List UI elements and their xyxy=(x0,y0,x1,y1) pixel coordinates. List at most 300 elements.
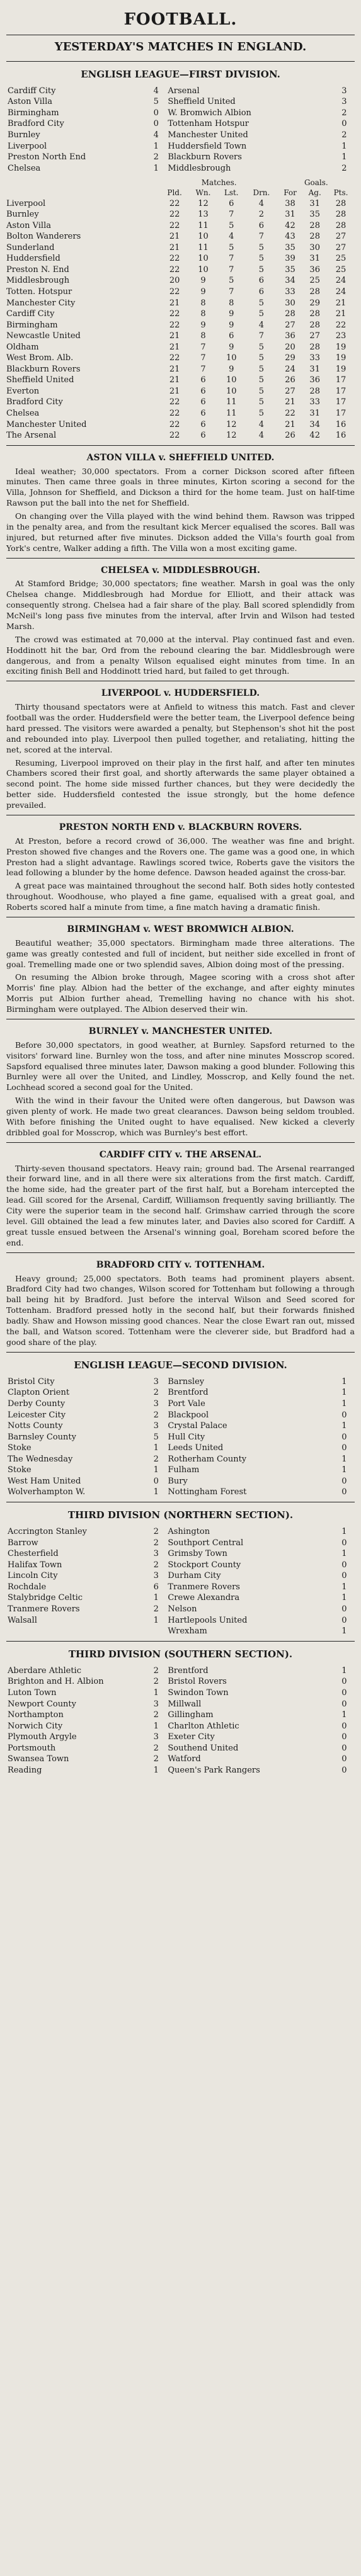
home-score: 3 xyxy=(153,1376,159,1387)
table-cell: 9 xyxy=(200,276,206,286)
table-cell: 6 xyxy=(200,397,206,407)
result-row xyxy=(6,163,355,174)
first-division-table xyxy=(6,178,355,441)
table-cell: 4 xyxy=(229,232,234,242)
table-cell: 21 xyxy=(285,419,295,429)
away-score: 0 xyxy=(341,119,347,129)
table-cell: 6 xyxy=(200,408,206,418)
away-score: 1 xyxy=(341,152,347,162)
away-team: Manchester United xyxy=(168,130,248,140)
table-cell: 27 xyxy=(285,386,295,396)
home-team: Liverpool xyxy=(8,141,47,151)
home-score: 2 xyxy=(153,1743,159,1753)
divider xyxy=(6,61,355,62)
table-cell: 34 xyxy=(309,419,320,429)
table-cell: 5 xyxy=(258,353,265,363)
home-team: Swansea Town xyxy=(8,1754,69,1764)
away-team: Crewe Alexandra xyxy=(168,1593,240,1603)
table-header-row xyxy=(6,188,355,198)
result-row xyxy=(6,1476,355,1487)
away-team: Exeter City xyxy=(168,1732,215,1742)
match-report-paragraph: The crowd was estimated at 70,000 at the interval. Play continued fast and even. Hoddinott hit the bar, Ord from the rebound clearing the bar. Middlesbrough were dangerous, and from a penalty Wilson equalised eight minutes from time. In an exciting finish Bell and Hoddinott tried hard, but failed to get through. xyxy=(6,634,355,676)
club-name: Everton xyxy=(6,386,40,396)
table-cell: 36 xyxy=(285,331,295,341)
match-report-paragraph: At Preston, before a record crowd of 36,000. The weather was fine and bright. Preston showed five changes and the Rovers one. The game was a good one, in which Preston had a slight advantage. Rawlings scored twice, Roberts gave the visitors the lead following a blunder by the home defence. Dawson headed against the cross-bar. xyxy=(6,836,355,878)
home-score: 4 xyxy=(153,86,159,96)
away-score: 1 xyxy=(341,1399,347,1409)
table-cell: 22 xyxy=(169,210,180,220)
table-cell: 22 xyxy=(285,408,295,418)
match-report-paragraph: At Stamford Bridge; 30,000 spectators; fine weather. Marsh in goal was the only Chelsea change. Middlesbrough had Mordue for Elliott, and their attack was consequently strong. Chelsea had a fair share of the play. Ball scored splendidly from McNeil's long pass five minutes from the interval, after Irvin and Wilson had tested Marsh. xyxy=(6,579,355,631)
home-team: Tranmere Rovers xyxy=(8,1604,80,1614)
result-row xyxy=(6,1454,355,1465)
table-column-header: Wn. xyxy=(195,188,211,198)
table-cell: 31 xyxy=(285,210,295,220)
home-score: 2 xyxy=(153,1665,159,1676)
match-report-paragraph: Before 30,000 spectators, in good weather, at Burnley. Sapsford returned to the visitors' forward line. Burnley won the toss, and after nine minutes Mosscrop scored. Sapsford equalised three minutes later, Dawson making a good blunder. Following this Burnley were all over the United, and Lindley, Mosscrop, and Kelly found the net. Lochhead scored a second goal for the United. xyxy=(6,1040,355,1092)
table-column-header xyxy=(6,188,161,198)
table-row xyxy=(6,309,355,320)
table-cell: 21 xyxy=(169,298,180,308)
table-cell: 7 xyxy=(200,364,206,374)
home-score: 0 xyxy=(153,119,159,129)
club-name: Blackburn Rovers xyxy=(6,364,81,374)
table-cell: 25 xyxy=(309,276,320,286)
table-cell: 28 xyxy=(335,198,347,208)
away-score: 0 xyxy=(341,1560,347,1570)
table-cell: 13 xyxy=(198,210,209,220)
table-cell: 17 xyxy=(335,386,347,396)
divider xyxy=(6,1142,355,1143)
club-name: Bradford City xyxy=(6,397,63,407)
home-score: 2 xyxy=(153,152,159,162)
table-cell: 35 xyxy=(309,210,320,220)
divider xyxy=(6,1252,355,1253)
away-score: 0 xyxy=(341,1487,347,1497)
table-row xyxy=(6,242,355,254)
table-row xyxy=(6,320,355,331)
table-cell: 22 xyxy=(169,309,180,319)
away-score: 1 xyxy=(341,141,347,151)
table-cell: 9 xyxy=(200,320,206,330)
result-row xyxy=(6,1754,355,1765)
club-name: West Brom. Alb. xyxy=(6,353,74,363)
club-name: Manchester United xyxy=(6,419,87,429)
home-score: 2 xyxy=(153,1388,159,1398)
table-cell: 22 xyxy=(169,353,180,363)
table-cell: 42 xyxy=(309,431,320,441)
table-row xyxy=(6,408,355,419)
table-row xyxy=(6,419,355,431)
table-cell: 6 xyxy=(200,419,206,429)
club-name: Sunderland xyxy=(6,242,55,252)
table-cell: 21 xyxy=(169,364,180,374)
match-report-paragraph: Thirty thousand spectators were at Anfield to witness this match. Fast and clever football was the order. Huddersfield were the better team, the Liverpool defence being hard pressed. The visitors were awarded a penalty, but Stephenson's shot hit the post and rebounded into play. Liverpool then pulled together, and retaliating, hitting the net, scored at the interval. xyxy=(6,702,355,754)
table-cell: 16 xyxy=(335,431,347,441)
divider xyxy=(6,445,355,446)
away-score: 0 xyxy=(341,1677,347,1687)
match-report-title: ASTON VILLA v. SHEFFIELD UNITED. xyxy=(86,452,275,463)
home-score: 1 xyxy=(153,1615,159,1625)
table-cell: 17 xyxy=(335,375,347,385)
home-score: 1 xyxy=(153,1487,159,1497)
table-row xyxy=(6,386,355,397)
table-row xyxy=(6,298,355,309)
result-row xyxy=(6,1548,355,1560)
table-row xyxy=(6,231,355,242)
home-team: Barnsley County xyxy=(8,1432,76,1442)
club-name: Middlesbrough xyxy=(6,276,70,286)
result-row xyxy=(6,1721,355,1732)
table-cell: 11 xyxy=(226,397,237,407)
away-score: 0 xyxy=(341,1615,347,1625)
table-row xyxy=(6,220,355,232)
away-team: W. Bromwich Albion xyxy=(168,108,251,118)
table-cell: 19 xyxy=(335,364,347,374)
home-team: Walsall xyxy=(8,1615,37,1625)
home-team: Halifax Town xyxy=(8,1560,62,1570)
away-team: Blackpool xyxy=(168,1410,209,1420)
first-division-results xyxy=(6,86,355,174)
away-team: Brentford xyxy=(168,1388,209,1398)
home-score: 1 xyxy=(153,1443,159,1453)
table-cell: 7 xyxy=(258,331,265,341)
table-cell: 8 xyxy=(200,298,206,308)
home-score: 2 xyxy=(153,1710,159,1720)
home-team: Leicester City xyxy=(8,1410,66,1420)
away-score: 1 xyxy=(341,1421,347,1431)
table-cell: 5 xyxy=(258,309,265,319)
table-cell: 5 xyxy=(258,264,265,275)
away-team: Millwall xyxy=(168,1699,202,1709)
away-score: 0 xyxy=(341,1538,347,1548)
table-cell: 7 xyxy=(229,210,234,220)
home-score: 6 xyxy=(153,1582,159,1592)
match-report-paragraph: Thirty-seven thousand spectators. Heavy rain; ground bad. The Arsenal rearranged their forward line, and in all there were six alterations from the first match. Cardiff, the home side, had the greater part of the first half, but a Boreham intercepted the lead. Gill scored for the Arsenal, Cardiff, Williamson frequently saving brilliantly. The City were the superior team in the second half. Grimshaw carried through the score level. Gill obtained the lead a few minutes later, and Davies also scored for Cardiff. A great tussle ensued between the Arsenal's winning goal, Boreham scored before the end. xyxy=(6,1163,355,1247)
table-cell: 35 xyxy=(285,264,295,275)
table-cell: 21 xyxy=(285,397,295,407)
table-row xyxy=(6,287,355,298)
table-cell: 24 xyxy=(335,276,347,286)
table-cell: 21 xyxy=(169,342,180,352)
table-cell: 28 xyxy=(309,220,320,230)
table-cell: 33 xyxy=(309,397,320,407)
result-row xyxy=(6,1570,355,1582)
away-team: Fulham xyxy=(168,1465,200,1475)
table-cell: 28 xyxy=(335,210,347,220)
match-report-paragraph: On changing over the Villa played with the wind behind them. Rawson was tripped in the penalty area, and from the resultant kick Mercer equalised the scores. Ball was injured, but returned after five minutes. Dickson added the Villa's fourth goal from York's centre, Walker adding a fifth. The Villa won a most exciting game. xyxy=(6,511,355,553)
away-team: Bury xyxy=(168,1476,188,1486)
first-division-heading: ENGLISH LEAGUE—FIRST DIVISION. xyxy=(81,68,280,80)
table-group-header: Goals. xyxy=(304,178,328,188)
table-row xyxy=(6,331,355,342)
match-report-paragraph: On resuming the Albion broke through, Magee scoring with a cross shot after Morris' fine play. Albion had the better of the exchange, and after eighty minutes Morris put Albion further ahead, Tremelling having no chance with his shot. Birmingham were outplayed. The Albion deserved their win. xyxy=(6,972,355,1014)
table-row xyxy=(6,253,355,264)
away-score: 3 xyxy=(341,97,347,107)
table-cell: 22 xyxy=(169,198,180,208)
table-cell: 11 xyxy=(226,408,237,418)
home-score: 1 xyxy=(153,1765,159,1775)
home-score: 1 xyxy=(153,1593,159,1603)
table-cell: 43 xyxy=(285,232,295,242)
away-score: 1 xyxy=(341,1665,347,1676)
table-row xyxy=(6,364,355,375)
table-cell: 21 xyxy=(169,331,180,341)
home-team xyxy=(6,1626,146,1637)
table-cell: 10 xyxy=(198,232,209,242)
home-team: Norwich City xyxy=(8,1721,63,1731)
result-row xyxy=(6,108,355,119)
club-name: Burnley xyxy=(6,210,39,220)
table-cell: 11 xyxy=(198,242,209,252)
table-cell: 31 xyxy=(309,198,320,208)
table-cell: 28 xyxy=(335,220,347,230)
table-cell: 5 xyxy=(258,242,265,252)
table-cell: 4 xyxy=(258,320,265,330)
club-name: Manchester City xyxy=(6,298,76,308)
table-cell: 12 xyxy=(226,419,237,429)
table-cell: 22 xyxy=(169,408,180,418)
table-cell: 7 xyxy=(229,264,234,275)
table-cell: 30 xyxy=(285,298,295,308)
table-cell: 38 xyxy=(285,198,295,208)
table-cell: 26 xyxy=(285,375,295,385)
table-cell: 21 xyxy=(335,309,347,319)
table-cell: 9 xyxy=(229,320,234,330)
away-team: Nelson xyxy=(168,1604,197,1614)
away-score: 2 xyxy=(341,108,347,118)
club-name: Chelsea xyxy=(6,408,40,418)
away-team: Watford xyxy=(168,1754,201,1764)
home-team: Accrington Stanley xyxy=(8,1527,88,1537)
table-cell: 25 xyxy=(335,254,347,264)
table-cell: 20 xyxy=(169,276,180,286)
home-score: 2 xyxy=(153,1560,159,1570)
away-team: Middlesbrough xyxy=(168,163,231,173)
away-score: 0 xyxy=(341,1765,347,1775)
away-score: 2 xyxy=(341,163,347,173)
table-cell: 9 xyxy=(229,364,234,374)
home-score: 2 xyxy=(153,1677,159,1687)
table-cell: 4 xyxy=(258,198,265,208)
result-row xyxy=(6,1465,355,1476)
home-score: 0 xyxy=(153,108,159,118)
match-report-title: BURNLEY v. MANCHESTER UNITED. xyxy=(88,1026,273,1036)
home-score: 3 xyxy=(153,1732,159,1742)
away-team: Huddersfield Town xyxy=(168,141,247,151)
result-row xyxy=(6,118,355,130)
away-score: 1 xyxy=(341,1549,347,1559)
home-score xyxy=(146,1626,166,1637)
away-team: Stockport County xyxy=(168,1560,241,1570)
divider xyxy=(6,1641,355,1642)
result-row xyxy=(6,1615,355,1626)
away-team: Barnsley xyxy=(168,1376,205,1387)
table-row xyxy=(6,353,355,364)
home-team: Lincoln City xyxy=(8,1571,58,1581)
table-cell: 7 xyxy=(200,353,206,363)
home-team: Luton Town xyxy=(8,1688,57,1698)
table-cell: 11 xyxy=(198,220,209,230)
result-row xyxy=(6,1743,355,1754)
away-score: 0 xyxy=(341,1410,347,1420)
match-report-paragraph: Ideal weather; 30,000 spectators. From a corner Dickson scored after fifteen minutes. Then came three goals in three minutes, Kirton scoring a second for the Villa, Johnson for Sheffield, and Dickson a third for the home team. Just on half-time Rawson put the ball into the net for Sheffield. xyxy=(6,466,355,508)
table-column-header: Lst. xyxy=(224,188,239,198)
newspaper-page xyxy=(6,0,355,1776)
home-team: Stoke xyxy=(8,1465,32,1475)
third-north-results xyxy=(6,1526,355,1637)
away-team: Bristol Rovers xyxy=(168,1677,227,1687)
result-row xyxy=(6,1538,355,1549)
table-cell: 28 xyxy=(309,320,320,330)
club-name: Cardiff City xyxy=(6,309,55,319)
result-row xyxy=(6,1376,355,1388)
home-team: Clapton Orient xyxy=(8,1388,70,1398)
home-team: West Ham United xyxy=(8,1476,81,1486)
away-score: 1 xyxy=(341,1710,347,1720)
home-score: 2 xyxy=(153,1410,159,1420)
club-name: Aston Villa xyxy=(6,220,51,230)
result-row xyxy=(6,1432,355,1443)
match-report-title: BIRMINGHAM v. WEST BROMWICH ALBION. xyxy=(67,924,294,934)
table-cell: 10 xyxy=(226,353,237,363)
table-cell: 31 xyxy=(309,408,320,418)
table-cell: 22 xyxy=(169,264,180,275)
result-row xyxy=(6,1399,355,1410)
away-score: 1 xyxy=(341,1582,347,1592)
away-score: 1 xyxy=(341,1376,347,1387)
club-name: Bolton Wanderers xyxy=(6,232,81,242)
match-report-title: LIVERPOOL v. HUDDERSFIELD. xyxy=(101,688,260,699)
divider xyxy=(6,558,355,559)
result-row xyxy=(6,1604,355,1615)
table-cell: 5 xyxy=(229,242,234,252)
away-score: 0 xyxy=(341,1443,347,1453)
home-team: Newport County xyxy=(8,1699,77,1709)
away-team: Hartlepools United xyxy=(168,1615,248,1625)
away-score: 1 xyxy=(341,1626,347,1637)
table-cell: 30 xyxy=(309,242,320,252)
table-cell: 28 xyxy=(309,309,320,319)
home-score: 2 xyxy=(153,1454,159,1464)
table-row xyxy=(6,430,355,441)
away-score: 0 xyxy=(341,1754,347,1764)
home-score: 1 xyxy=(153,141,159,151)
away-team: Tranmere Rovers xyxy=(168,1582,240,1592)
away-team: Ashington xyxy=(168,1527,210,1537)
table-cell: 6 xyxy=(258,287,265,297)
home-score: 3 xyxy=(153,1421,159,1431)
table-cell: 10 xyxy=(226,386,237,396)
result-row xyxy=(6,1443,355,1454)
match-report-paragraph: Beautiful weather; 35,000 spectators. Birmingham made three alterations. The game was greatly contested and full of incident, but neither side excelled in front of goal. Tremelling made one or two splendid saves, Albion doing most of the pressing. xyxy=(6,938,355,969)
result-row xyxy=(6,1688,355,1699)
table-row xyxy=(6,275,355,287)
table-cell: 21 xyxy=(335,298,347,308)
table-cell: 27 xyxy=(285,320,295,330)
home-score: 3 xyxy=(153,1571,159,1581)
table-row xyxy=(6,198,355,210)
result-row xyxy=(6,1421,355,1432)
home-score: 3 xyxy=(153,1399,159,1409)
home-team: Cardiff City xyxy=(8,86,56,96)
result-row xyxy=(6,1592,355,1604)
away-team: Wrexham xyxy=(168,1626,207,1637)
table-cell: 5 xyxy=(229,276,234,286)
table-cell: 39 xyxy=(285,254,295,264)
table-cell: 10 xyxy=(198,264,209,275)
table-cell: 25 xyxy=(335,264,347,275)
home-score: 2 xyxy=(153,1604,159,1614)
away-score: 1 xyxy=(341,1593,347,1603)
away-score: 1 xyxy=(341,1465,347,1475)
home-team: Preston North End xyxy=(8,152,86,162)
table-column-header: For xyxy=(284,188,297,198)
home-team: Notts County xyxy=(8,1421,63,1431)
home-team: Wolverhampton W. xyxy=(8,1487,86,1497)
table-cell: 8 xyxy=(200,309,206,319)
home-score: 3 xyxy=(153,1699,159,1709)
match-report-title: BRADFORD CITY v. TOTTENHAM. xyxy=(96,1259,265,1270)
home-team: The Wednesday xyxy=(8,1454,73,1464)
home-team: Burnley xyxy=(8,130,40,140)
divider xyxy=(6,1352,355,1353)
table-cell: 6 xyxy=(229,331,234,341)
table-cell: 26 xyxy=(285,431,295,441)
table-cell: 33 xyxy=(285,287,295,297)
table-cell: 7 xyxy=(229,287,234,297)
away-team: Port Vale xyxy=(168,1399,205,1409)
home-score: 3 xyxy=(153,1549,159,1559)
home-score: 5 xyxy=(153,97,159,107)
table-cell: 22 xyxy=(335,320,347,330)
away-score: 0 xyxy=(341,1604,347,1614)
match-reports xyxy=(6,445,355,1348)
home-team: Birmingham xyxy=(8,108,59,118)
table-cell: 16 xyxy=(335,419,347,429)
table-cell: 5 xyxy=(258,298,265,308)
table-cell: 9 xyxy=(229,342,234,352)
table-cell: 21 xyxy=(169,232,180,242)
result-row xyxy=(6,1676,355,1688)
home-team: Chesterfield xyxy=(8,1549,59,1559)
home-score: 4 xyxy=(153,130,159,140)
page-subtitle: YESTERDAY'S MATCHES IN ENGLAND. xyxy=(54,40,307,54)
home-team: Bradford City xyxy=(8,119,64,129)
table-cell: 6 xyxy=(258,276,265,286)
away-team: Swindon Town xyxy=(168,1688,229,1698)
table-cell: 23 xyxy=(335,331,347,341)
match-report-title: CARDIFF CITY v. THE ARSENAL. xyxy=(99,1149,262,1160)
away-score: 2 xyxy=(341,130,347,140)
club-name: The Arsenal xyxy=(6,431,57,441)
result-row xyxy=(6,1710,355,1721)
match-report-paragraph: With the wind in their favour the United were often dangerous, but Dawson was given plenty of work. He made two great clearances. Dawson being seldom troubled. With before finishing the United ought to have equalised. New kicked a cleverly dribbled goal for Mosscrop, which was Burnley's best effort. xyxy=(6,1096,355,1137)
table-cell: 21 xyxy=(169,375,180,385)
table-cell: 8 xyxy=(229,298,234,308)
table-cell: 5 xyxy=(258,397,265,407)
table-cell: 27 xyxy=(335,242,347,252)
table-cell: 35 xyxy=(285,242,295,252)
home-team: Aberdare Athletic xyxy=(8,1665,81,1676)
home-score: 2 xyxy=(153,1527,159,1537)
away-score: 1 xyxy=(341,1527,347,1537)
away-team: Blackburn Rovers xyxy=(168,152,242,162)
table-cell: 19 xyxy=(335,353,347,363)
table-cell: 10 xyxy=(226,375,237,385)
table-cell: 10 xyxy=(198,254,209,264)
result-row xyxy=(6,1582,355,1593)
